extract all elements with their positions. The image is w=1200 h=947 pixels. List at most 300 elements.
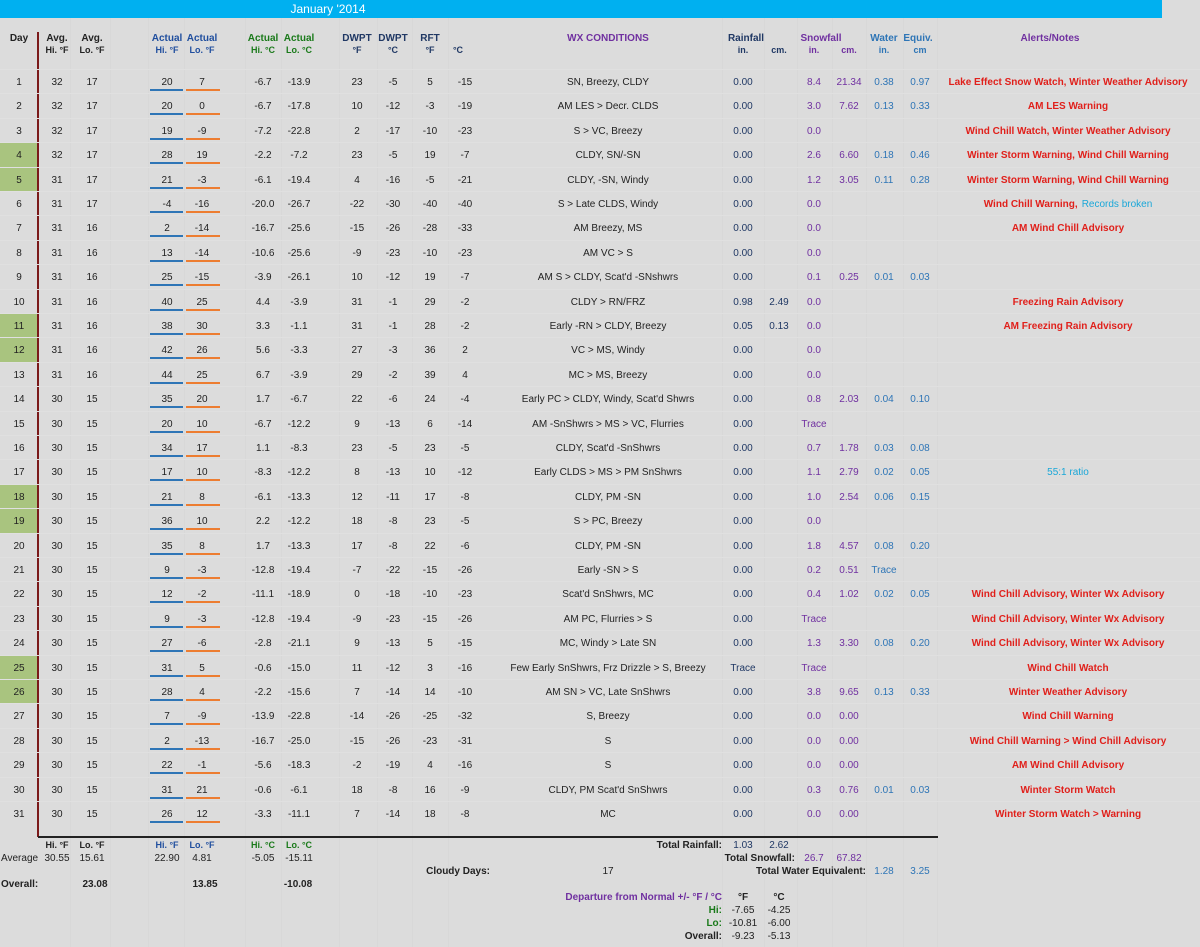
lo-underline [186, 748, 220, 750]
actual-hi-c-cell: -6.7 [254, 418, 272, 430]
note-text: Records broken [1081, 199, 1153, 210]
avg-lo-cell: 17 [86, 174, 98, 186]
water-cm-cell: 0.03 [910, 784, 930, 796]
hi-underline [150, 675, 183, 677]
rft-c-cell: -23 [457, 247, 473, 259]
dwpt-f-cell: 7 [354, 809, 360, 820]
dwpt-f-cell: 11 [351, 662, 363, 674]
total-rainfall-in: 1.03 [733, 840, 753, 851]
rft-c-cell: -14 [457, 418, 473, 430]
day-cell: 30 [13, 784, 25, 796]
alert-cell [1003, 321, 1132, 333]
rain-in-cell: 0.00 [733, 223, 753, 235]
rft-f-cell: 17 [424, 491, 436, 503]
actual-lo-c-cell: -12.2 [287, 467, 311, 479]
total-rainfall-cm: 2.62 [769, 840, 789, 851]
row-gridline [0, 142, 1200, 143]
lo-underline [186, 309, 220, 311]
dwpt-c-cell: -30 [385, 199, 401, 210]
avg-lo-cell: 16 [86, 369, 98, 381]
gridline [148, 18, 149, 947]
actual-hi-c-cell: 1.7 [256, 540, 270, 552]
dwpt-c-cell: -5 [388, 443, 398, 454]
dwpt-c-cell: -1 [388, 321, 398, 332]
snow-in-cell: 1.3 [807, 638, 821, 650]
water-cm-cell: 0.20 [910, 540, 930, 552]
dwpt-c-cell: -22 [385, 565, 401, 576]
rft-c-cell: -16 [457, 760, 473, 772]
rain-in-cell: 0.00 [733, 589, 753, 601]
wx-conditions-cell: S [604, 735, 612, 747]
water-cm-cell: 0.33 [910, 101, 930, 113]
actual-lo-f-cell: 4 [199, 687, 205, 698]
subheader-avg-hi: Hi. °F [45, 45, 69, 55]
actual-lo-c-cell: -1.1 [290, 321, 308, 332]
rft-c-cell: -15 [457, 638, 473, 650]
water-cm-cell: 0.15 [910, 491, 930, 503]
gridline [448, 18, 449, 947]
actual-hi-f-cell: 12 [161, 589, 173, 601]
average-actual-lo-c: -15.11 [285, 853, 313, 864]
day-cell: 22 [13, 589, 25, 601]
avg-lo-cell: 15 [86, 687, 98, 698]
rft-c-cell: -23 [457, 589, 473, 601]
hi-underline [150, 650, 183, 652]
avg-lo-cell: 16 [86, 247, 98, 259]
dwpt-f-cell: 10 [351, 101, 363, 113]
wx-conditions-cell: AM PC, Flurries > S [563, 613, 653, 625]
actual-lo-c-cell: -21.1 [287, 638, 311, 650]
wx-conditions-cell: Few Early SnShwrs, Frz Drizzle > S, Breezy [510, 662, 706, 674]
wx-conditions-cell: CLDY, SN/-SN [575, 150, 641, 162]
alert-cell [967, 150, 1169, 162]
water-cm-cell: 0.20 [910, 638, 930, 650]
avg-lo-cell: 16 [86, 296, 98, 308]
hi-underline [150, 357, 183, 359]
lo-underline [186, 89, 220, 91]
actual-lo-f-cell: 30 [196, 321, 208, 332]
rain-in-cell: 0.00 [733, 199, 753, 210]
avg-hi-cell: 31 [51, 199, 63, 210]
snow-in-cell: 0.0 [807, 247, 821, 259]
avg-lo-cell: 15 [86, 735, 98, 747]
rft-c-cell: -19 [457, 101, 473, 113]
wx-conditions-cell: CLDY, PM -SN [575, 540, 641, 552]
water-in-cell: 0.06 [874, 491, 894, 503]
alert-text: Wind Chill Watch, Winter Weather Advisory [965, 125, 1171, 137]
dwpt-c-cell: -26 [385, 711, 401, 723]
actual-lo-f-cell: -16 [194, 199, 210, 210]
avg-lo-cell: 15 [86, 613, 98, 625]
water-in-cell: 0.13 [874, 687, 894, 698]
header-rainfall: Rainfall [727, 33, 765, 44]
avg-hi-cell: 31 [51, 272, 63, 284]
alert-cell [1012, 760, 1124, 772]
snow-in-cell: 0.1 [807, 272, 821, 284]
avg-lo-cell: 17 [86, 101, 98, 113]
actual-hi-f-cell: 31 [161, 662, 173, 674]
dwpt-f-cell: 7 [354, 687, 360, 698]
water-cm-cell: 0.05 [910, 589, 930, 601]
departure-lo-label: Lo: [706, 918, 722, 929]
alert-text: AM Freezing Rain Advisory [1003, 321, 1133, 332]
actual-hi-f-cell: 19 [161, 125, 173, 137]
wx-conditions-cell: CLDY, PM Scat'd SnShwrs [548, 784, 668, 796]
actual-lo-f-cell: -1 [197, 760, 207, 772]
actual-lo-f-cell: 5 [199, 662, 205, 674]
dwpt-f-cell: -2 [352, 760, 362, 772]
dwpt-c-cell: -14 [385, 687, 401, 698]
actual-hi-c-cell: -16.7 [251, 735, 275, 747]
water-cm-cell: 0.10 [910, 394, 930, 406]
rain-in-cell: 0.00 [733, 369, 753, 381]
hi-underline [150, 723, 183, 725]
avg-hi-cell: 30 [51, 516, 63, 528]
actual-lo-c-cell: -13.3 [287, 540, 311, 552]
dwpt-f-cell: 12 [351, 491, 363, 503]
actual-lo-f-cell: -15 [194, 272, 210, 284]
dwpt-f-cell: 18 [351, 516, 363, 528]
avg-lo-cell: 17 [86, 199, 98, 210]
hi-underline [150, 699, 183, 701]
row-gridline [0, 655, 1200, 656]
subheader-dwpt-f: °F [352, 45, 362, 55]
overall-label: Overall: [1, 879, 39, 890]
avg-hi-cell: 30 [51, 613, 63, 625]
actual-hi-c-cell: -2.2 [254, 150, 272, 162]
lo-underline [186, 235, 220, 237]
header-water: Water [870, 33, 898, 44]
actual-lo-c-cell: -25.0 [287, 735, 311, 747]
header-dwpt-c: DWPT [378, 33, 408, 44]
actual-hi-f-cell: 34 [161, 443, 173, 454]
water-cm-cell: 0.28 [910, 174, 930, 186]
avg-hi-cell: 31 [51, 223, 63, 235]
actual-lo-f-cell: 10 [196, 516, 208, 528]
lo-underline [186, 260, 220, 262]
wx-conditions-cell: CLDY > RN/FRZ [570, 296, 646, 308]
rain-in-cell: 0.00 [733, 540, 753, 552]
alert-text: Wind Chill Advisory, Winter Wx Advisory [971, 589, 1165, 601]
hi-underline [150, 333, 183, 335]
hi-underline [150, 601, 183, 603]
rft-f-cell: -10 [422, 125, 438, 137]
actual-hi-f-cell: -4 [162, 199, 172, 210]
actual-hi-c-cell: -8.3 [254, 467, 272, 479]
day-cell: 1 [16, 77, 22, 88]
lo-underline [186, 406, 220, 408]
lo-underline [186, 821, 220, 823]
dwpt-f-cell: -14 [349, 711, 365, 723]
rft-f-cell: -5 [425, 174, 435, 186]
avg-hi-cell: 30 [51, 760, 63, 772]
actual-lo-c-cell: -6.7 [290, 394, 308, 406]
snow-cm-cell: 1.02 [839, 589, 859, 601]
day-cell: 7 [16, 223, 22, 235]
rft-c-cell: -10 [457, 687, 473, 698]
actual-hi-f-cell: 27 [161, 638, 173, 650]
gridline [412, 18, 413, 947]
alert-text: Wind Chill Advisory, Winter Wx Advisory [971, 638, 1165, 650]
day-cell: 20 [13, 540, 25, 552]
dwpt-c-cell: -3 [388, 345, 398, 357]
day-cell: 28 [13, 735, 25, 747]
actual-lo-c-cell: -3.9 [290, 369, 308, 381]
row-gridline [0, 69, 1200, 70]
rft-f-cell: 3 [427, 662, 433, 674]
snow-cm-cell: 9.65 [839, 687, 859, 698]
header-actual-hi-c: Actual [247, 33, 279, 44]
actual-lo-c-cell: -12.2 [287, 418, 311, 430]
avg-hi-cell: 30 [51, 467, 63, 479]
actual-hi-f-cell: 21 [161, 491, 173, 503]
row-gridline [0, 581, 1200, 582]
header-water-equiv: Equiv. [903, 33, 933, 44]
actual-lo-c-cell: -19.4 [287, 613, 311, 625]
rain-in-cell: 0.00 [733, 418, 753, 430]
actual-hi-c-cell: -0.6 [254, 784, 272, 796]
actual-lo-f-cell: 10 [196, 467, 208, 479]
avg-hi-cell: 30 [51, 443, 63, 454]
rain-in-cell: 0.00 [733, 150, 753, 162]
row-gridline [0, 752, 1200, 753]
rft-c-cell: -23 [457, 125, 473, 137]
wx-conditions-cell: MC, Windy > Late SN [559, 638, 657, 650]
dwpt-c-cell: -26 [385, 223, 401, 235]
alert-cell [1009, 687, 1127, 699]
avg-hi-cell: 31 [51, 247, 63, 259]
hi-underline [150, 138, 183, 140]
alert-cell [965, 126, 1170, 138]
lo-underline [186, 382, 220, 384]
actual-lo-c-cell: -26.1 [287, 272, 311, 284]
departure-lo-c: -6.00 [767, 918, 791, 929]
dwpt-c-cell: -8 [388, 540, 398, 552]
actual-lo-c-cell: -13.3 [287, 491, 311, 503]
avg-lo-cell: 15 [86, 809, 98, 820]
header-wx: WX CONDITIONS [567, 33, 649, 44]
snow-in-cell: 1.8 [807, 540, 821, 552]
actual-lo-f-cell: 25 [196, 369, 208, 381]
dwpt-c-cell: -13 [385, 418, 401, 430]
alert-text: Winter Storm Warning, Wind Chill Warning [967, 174, 1169, 186]
day-cell: 25 [13, 662, 25, 674]
hi-underline [150, 309, 183, 311]
day-cell: 9 [16, 272, 22, 284]
day-cell: 17 [13, 467, 25, 479]
gridline [281, 18, 282, 947]
snow-in-cell: Trace [801, 613, 827, 625]
dwpt-c-cell: -5 [388, 77, 398, 88]
dwpt-f-cell: 23 [351, 77, 363, 88]
actual-lo-c-cell: -17.8 [287, 101, 311, 113]
avg-lo-cell: 15 [86, 516, 98, 528]
dwpt-f-cell: -22 [349, 199, 365, 210]
alert-cell [1020, 785, 1115, 797]
avg-hi-cell: 30 [51, 662, 63, 674]
rain-in-cell: 0.00 [733, 735, 753, 747]
alert-text: Winter Storm Watch > Warning [994, 809, 1142, 820]
actual-hi-c-cell: -3.9 [254, 272, 272, 284]
total-snowfall-cm: 67.82 [836, 853, 862, 864]
departure-lo-f: -10.81 [728, 918, 758, 929]
lo-underline [186, 650, 220, 652]
subheader-actual-hi-f: Hi. °F [155, 45, 179, 55]
avg-hi-cell: 30 [51, 418, 63, 430]
snow-in-cell: 0.0 [807, 735, 821, 747]
lo-underline [186, 601, 220, 603]
snow-cm-cell: 2.54 [839, 491, 859, 503]
rft-f-cell: 19 [424, 150, 436, 162]
actual-hi-c-cell: -5.6 [254, 760, 272, 772]
rft-f-cell: 16 [424, 784, 436, 796]
header-avg-lo: Avg. [81, 33, 103, 44]
actual-lo-f-cell: -6 [197, 638, 207, 650]
day-cell: 16 [13, 443, 25, 454]
dwpt-c-cell: -23 [385, 613, 401, 625]
actual-hi-f-cell: 2 [164, 223, 170, 235]
actual-lo-f-cell: 17 [196, 443, 208, 454]
row-gridline [0, 728, 1200, 729]
rft-f-cell: 36 [424, 345, 436, 357]
rft-f-cell: 5 [427, 77, 433, 88]
row-gridline [0, 337, 1200, 338]
gridline [832, 18, 833, 947]
rft-c-cell: -2 [460, 296, 470, 308]
actual-lo-c-cell: -18.9 [287, 589, 311, 601]
subheader-snow-cm: cm. [841, 45, 857, 55]
actual-lo-f-cell: -2 [197, 589, 207, 601]
actual-hi-f-cell: 22 [161, 760, 173, 772]
hi-underline [150, 528, 183, 530]
alert-text: Wind Chill Advisory, Winter Wx Advisory [971, 613, 1165, 625]
row-gridline [0, 630, 1200, 631]
avg-hi-cell: 30 [51, 491, 63, 503]
snow-cm-cell: 0.51 [839, 565, 859, 576]
dwpt-c-cell: -8 [388, 516, 398, 528]
rain-in-cell: 0.00 [733, 565, 753, 576]
rft-c-cell: -32 [457, 711, 473, 723]
day-cell: 29 [13, 760, 25, 772]
actual-hi-c-cell: -12.8 [251, 613, 275, 625]
overall-avg: 23.08 [82, 879, 108, 890]
departure-overall-label: Overall: [684, 931, 722, 942]
lo-underline [186, 357, 220, 359]
alert-text: Winter Storm Watch [1020, 784, 1116, 796]
water-cm-cell: 0.97 [910, 77, 930, 88]
actual-lo-c-cell: -6.1 [290, 784, 308, 796]
avg-lo-cell: 15 [86, 565, 98, 576]
actual-lo-c-cell: -3.9 [290, 296, 308, 308]
dwpt-c-cell: -5 [388, 150, 398, 162]
avg-hi-cell: 32 [51, 101, 63, 113]
snow-in-cell: 1.2 [807, 174, 821, 186]
rain-in-cell: 0.00 [733, 77, 753, 88]
actual-hi-f-cell: 42 [161, 345, 173, 357]
wx-conditions-cell: MC [600, 809, 616, 820]
alert-cell [1022, 711, 1113, 723]
hi-underline [150, 260, 183, 262]
lo-underline [186, 528, 220, 530]
wx-conditions-cell: MC > MS, Breezy [568, 369, 648, 381]
subheader-rft-c: °C [452, 45, 464, 55]
avg-hi-cell: 30 [51, 589, 63, 601]
cloudy-days-value: 17 [602, 866, 614, 877]
total-water-in: 1.28 [874, 866, 894, 877]
row-gridline [0, 93, 1200, 94]
lo-underline [186, 772, 220, 774]
departure-hi-f: -7.65 [731, 905, 755, 916]
water-in-cell: 0.01 [874, 272, 894, 284]
dwpt-c-cell: -12 [385, 101, 401, 113]
rain-in-cell: Trace [730, 662, 756, 674]
gridline [339, 18, 340, 947]
avg-hi-cell: 32 [51, 125, 63, 137]
water-in-cell: 0.18 [874, 150, 894, 162]
row-gridline [0, 215, 1200, 216]
rain-cm-cell: 2.49 [769, 296, 789, 308]
lo-underline [186, 333, 220, 335]
dwpt-c-cell: -2 [388, 369, 398, 381]
average-actual-hi-c: -5.05 [251, 853, 275, 864]
day-cell: 14 [13, 394, 25, 406]
actual-hi-c-cell: 4.4 [256, 296, 270, 308]
avg-lo-cell: 15 [86, 662, 98, 674]
departure-label: Departure from Normal +/- °F / °C [565, 892, 722, 903]
row-gridline [0, 386, 1200, 387]
day-cell: 23 [13, 613, 25, 625]
actual-lo-c-cell: -8.3 [290, 443, 308, 454]
day-cell: 11 [13, 321, 25, 332]
hi-underline [150, 187, 183, 189]
snow-in-cell: 0.8 [807, 394, 821, 406]
snow-cm-cell: 0.76 [839, 784, 859, 796]
actual-hi-f-cell: 40 [161, 296, 173, 308]
rain-in-cell: 0.00 [733, 443, 753, 454]
departure-overall-f: -9.23 [731, 931, 755, 942]
gridline [903, 18, 904, 947]
rft-f-cell: 10 [424, 467, 436, 479]
actual-hi-c-cell: -13.9 [251, 711, 275, 723]
lo-underline [186, 504, 220, 506]
actual-lo-c-cell: -19.4 [287, 565, 311, 576]
subheader-dwpt-c: °C [387, 45, 399, 55]
actual-lo-f-cell: -13 [194, 735, 210, 747]
dwpt-c-cell: -26 [385, 735, 401, 747]
avg-hi-cell: 31 [51, 321, 63, 332]
dwpt-c-cell: -12 [385, 662, 401, 674]
subheader-rain-in: in. [737, 45, 749, 55]
row-gridline [0, 191, 1200, 192]
dwpt-c-cell: -6 [388, 394, 398, 406]
alert-text: Wind Chill Warning, [983, 199, 1078, 210]
snow-in-cell: 0.0 [807, 516, 821, 528]
row-gridline [0, 435, 1200, 436]
footer-hi-f-label-2: Hi. °F [155, 840, 179, 850]
avg-lo-cell: 15 [86, 784, 98, 796]
lo-underline [186, 577, 220, 579]
wx-conditions-cell: AM S > CLDY, Scat'd -SNshwrs [537, 272, 679, 284]
dwpt-f-cell: 10 [351, 272, 363, 284]
wx-conditions-cell: AM LES > Decr. CLDS [557, 101, 659, 113]
alert-cell [972, 614, 1165, 626]
actual-lo-f-cell: 25 [196, 296, 208, 308]
row-gridline [0, 313, 1200, 314]
actual-hi-c-cell: 1.7 [256, 394, 270, 406]
day-cell: 10 [13, 296, 25, 308]
rft-f-cell: 14 [424, 687, 436, 698]
wx-conditions-cell: AM Breezy, MS [573, 223, 643, 235]
